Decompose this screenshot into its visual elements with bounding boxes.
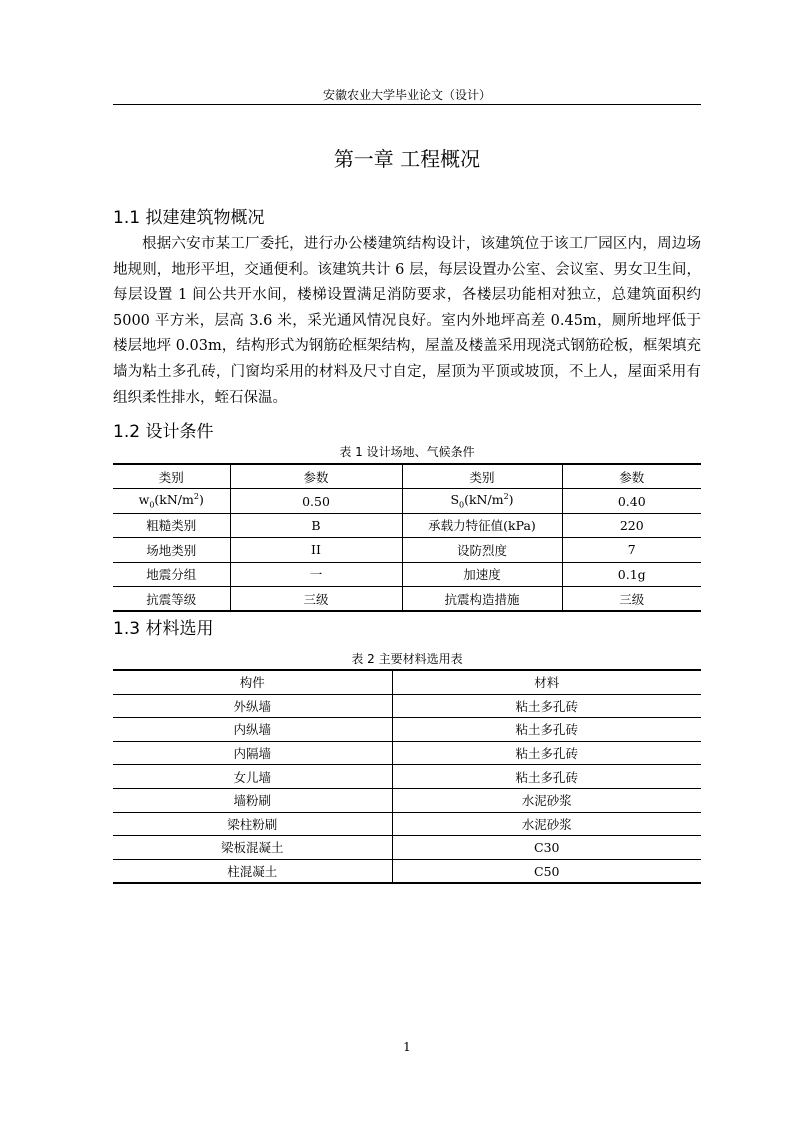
table-2-caption: 表 2 主要材料选用表 [351,652,463,666]
table-cell: 场地类别 [113,538,230,562]
table-cell: B [230,513,402,537]
table-cell: 墙粉刷 [113,788,392,812]
header-material: 材料 [392,670,701,694]
table-cell: 0.40 [562,489,701,513]
table-header-row [113,464,701,489]
table-cell: II [230,538,402,562]
header-category: 类别 [402,464,562,489]
table-header-row [113,670,701,694]
table-cell: 梁柱粉刷 [113,812,392,836]
table-cell: 水泥砂浆 [392,812,701,836]
table-cell: 粘土多孔砖 [392,741,701,765]
cell-wind-pressure-label: $w_0(kN/m^2)$ [113,489,230,513]
table-cell: 7 [562,538,701,562]
table-cell: 粘土多孔砖 [392,694,701,718]
table-row [113,538,701,562]
table-cell: 内隔墙 [113,741,392,765]
page-header: 安徽农业大学毕业论文（设计） [322,88,491,102]
table-cell: 设防烈度 [402,538,562,562]
table-cell: C30 [392,836,701,860]
table-cell: 梁板混凝土 [113,836,392,860]
table-row [113,812,701,836]
header-parameter: 参数 [562,464,701,489]
section-heading-1-1: 1.1 拟建建筑物概况 [113,208,265,228]
table-cell: 三级 [562,586,701,611]
table-row [113,765,701,789]
page-number: 1 [403,1040,411,1054]
table-cell: 一 [230,562,402,586]
table-cell: 抗震构造措施 [402,586,562,611]
table-cell: 内纵墙 [113,718,392,742]
materials-table [113,669,701,884]
table-1-caption: 表 1 设计场地、气候条件 [339,445,475,459]
site-climate-table [113,463,701,612]
table-cell: 外纵墙 [113,694,392,718]
table-row [113,859,701,883]
section-heading-1-3: 1.3 材料选用 [113,619,214,639]
table-cell: 水泥砂浆 [392,788,701,812]
header-category: 类别 [113,464,230,489]
table-cell: 加速度 [402,562,562,586]
table-row [113,489,701,513]
header-component: 构件 [113,670,392,694]
table-row [113,694,701,718]
table-row [113,788,701,812]
table-row [113,718,701,742]
table-cell: 0.1g [562,562,701,586]
table-cell: 220 [562,513,701,537]
table-cell: 女儿墙 [113,765,392,789]
table-cell: 粘土多孔砖 [392,718,701,742]
table-cell: 0.50 [230,489,402,513]
table-row [113,562,701,586]
table-cell: 地震分组 [113,562,230,586]
header-parameter: 参数 [230,464,402,489]
table-row [113,513,701,537]
table-cell: 粗糙类别 [113,513,230,537]
header-rule [113,104,701,105]
section-heading-1-2: 1.2 设计条件 [113,422,214,442]
section-paragraph: 根据六安市某工厂委托，进行办公楼建筑结构设计，该建筑位于该工厂园区内，周边场地规则，地形平坦，交通便利。该建筑共计 6 层，每层设置办公室、会议室、男女卫生间，每层设置 1 间公共开水间，楼梯设置满足消防要求，各楼层功能相对独立，总建筑面积约 5000 平方米，层高 3.6 米，采光通风情况良好。室内外地坪高差 0.45m，厕所地坪低于楼层地坪 0.03m，结构形式为钢筋砼框架结构，屋盖及楼盖采用现浇式钢筋砼板，框架填充墙为粘土多孔砖，门窗均采用的材料及尺寸自定，屋顶为平顶或坡顶，不上人，屋面采用有组织柔性排水，蛭石保温。 [113,236,701,406]
table-cell: 柱混凝土 [113,859,392,883]
table-cell: 三级 [230,586,402,611]
table-row [113,741,701,765]
table-row [113,586,701,611]
cell-snow-pressure-label: $S_0(kN/m^2)$ [402,489,562,513]
chapter-title: 第一章 工程概况 [333,147,481,171]
table-cell: C50 [392,859,701,883]
table-cell: 粘土多孔砖 [392,765,701,789]
table-row [113,836,701,860]
table-cell: 抗震等级 [113,586,230,611]
table-cell: 承载力特征值(kPa) [402,513,562,537]
